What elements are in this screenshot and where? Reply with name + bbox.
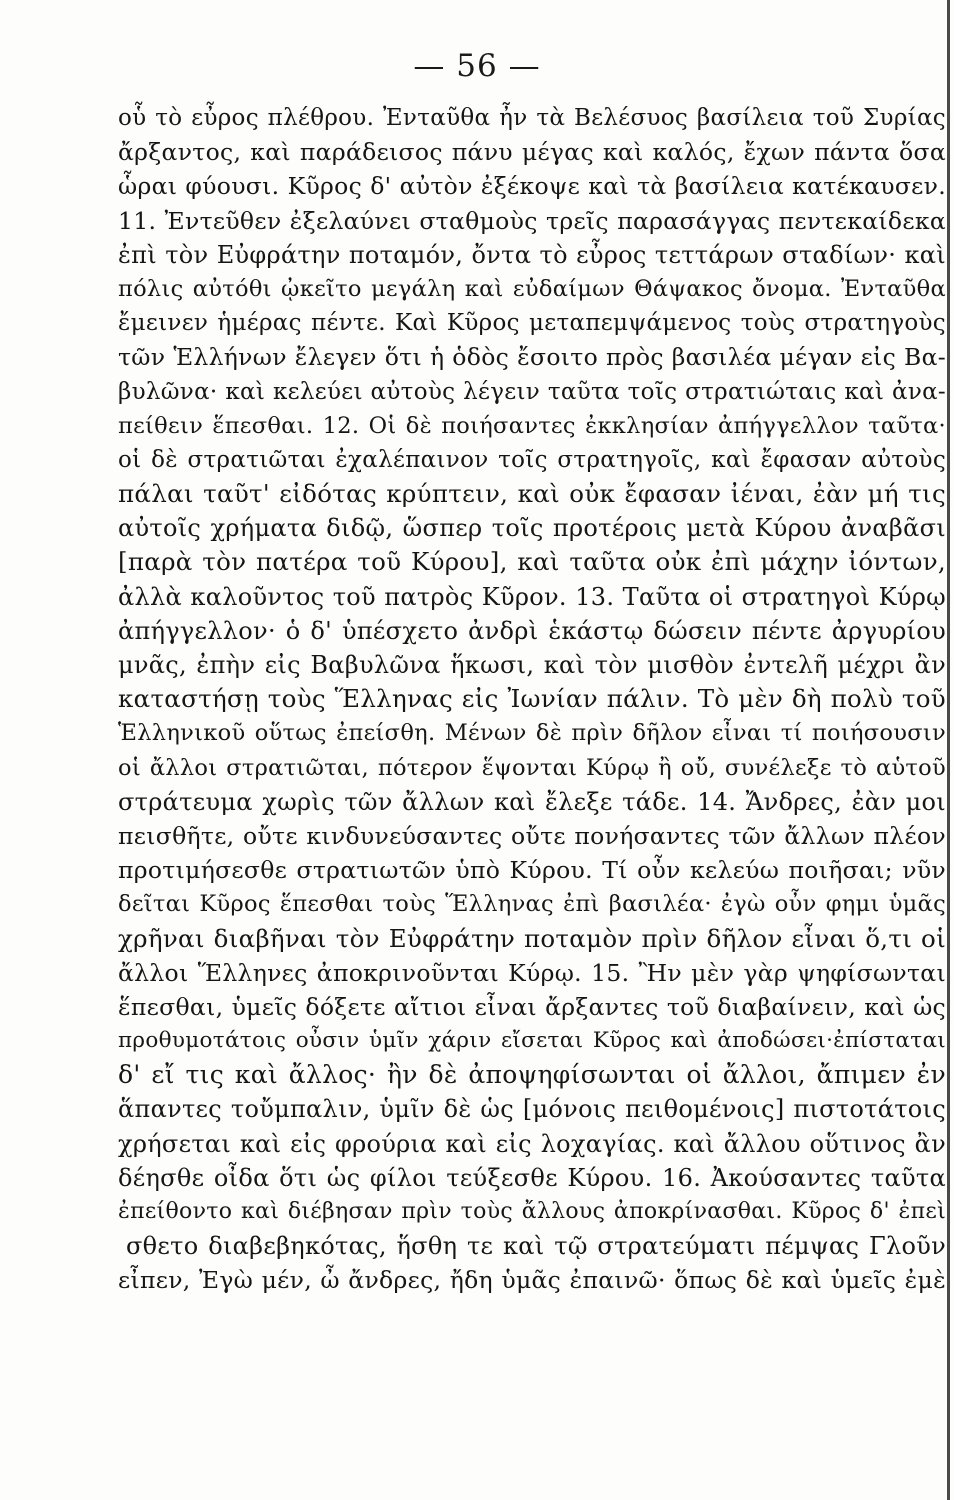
page-number: — 56 — [413,48,541,84]
text-line-8: τῶν Ἑλλήνων ἔλεγεν ὅτι ἡ ὁδὸς ἔσοιτο πρὸς βασιλέα μέγαν εἰς Βα- [118,343,946,372]
text-line-25: χρῆναι διαβῆναι τὸν Εὐφράτην ποταμὸν πρὶν δῆλον εἶναι ὅ,τι οἱ [118,923,946,953]
text-line-22: πεισθῆτε, οὔτε κινδυνεύσαντες οὔτε πονήσαντες τῶν ἄλλων πλέον [118,821,946,850]
text-line-20: οἱ ἄλλοι στρατιῶται, πότερον ἕψονται Κύρῳ ἢ οὔ, συνέλεξε τὸ αὑτοῦ [118,754,946,781]
page-edge-shadow [947,0,950,1500]
text-line-10: πείθειν ἕπεσθαι. 12. Οἱ δὲ ποιήσαντες ἐκκλησίαν ἀπήγγελλον ταῦτα· [118,412,946,439]
text-line-9: βυλῶνα· καὶ κελεύει αὐτοὺς λέγειν ταῦτα τοῖς στρατιώταις καὶ ἀνα- [118,378,946,405]
text-line-2: ἄρξαντος, καὶ παράδεισος πάνυ μέγας καὶ καλός, ἔχων πάντα ὅσα [118,138,946,167]
text-line-13: αὐτοῖς χρήματα διδῷ, ὥσπερ τοῖς προτέροις μετὰ Κύρου ἀναβᾶσι [118,514,946,543]
text-line-5: ἐπὶ τὸν Εὐφράτην ποταμόν, ὄντα τὸ εὖρος τεττάρων σταδίων· καὶ [118,240,946,269]
text-line-30: ἅπαντες τοὔμπαλιν, ὑμῖν δὲ ὡς [μόνοις πειθομένοις] πιστοτάτοις [118,1095,946,1124]
text-line-35: εἶπεν, Ἐγὼ μέν, ὦ ἄνδρες, ἤδη ὑμᾶς ἐπαινῶ· ὅπως δὲ καὶ ὑμεῖς ἐμὲ [118,1266,946,1295]
text-line-31: χρήσεται καὶ εἰς φρούρια καὶ εἰς λοχαγίας. καὶ ἄλλου οὕτινος ἂν [118,1129,946,1158]
text-line-28: προθυμοτάτοις οὖσιν ὑμῖν χάριν εἴσεται Κῦρος καὶ ἀποδώσει·ἐπίσταται [118,1028,946,1054]
text-line-14: [παρὰ τὸν πατέρα τοῦ Κύρου], καὶ ταῦτα οὐκ ἐπὶ μάχην ἰόντων, [118,547,946,577]
text-line-34: σθετο διαβεβηκότας, ἥσθη τε καὶ τῷ στρατεύματι πέμψας Γλοῦν [126,1232,946,1261]
text-line-18: καταστήσῃ τοὺς Ἕλληνας εἰς Ἰωνίαν πάλιν. Τὸ μὲν δὴ πολὺ τοῦ [118,684,946,714]
text-line-3: ὧραι φύουσι. Κῦρος δ' αὐτὸν ἐξέκοψε καὶ τὰ βασίλεια κατέκαυσεν. [118,172,946,201]
text-line-33: ἐπείθοντο καὶ διέβησαν πρὶν τοὺς ἄλλους ἀποκρίνασθαι. Κῦρος δ' ἐπεὶ [118,1199,946,1224]
text-line-15: ἀλλὰ καλοῦντος τοῦ πατρὸς Κῦρον. 13. Ταῦτα οἱ στρατηγοὶ Κύρῳ [118,582,946,611]
text-line-16: ἀπήγγελλον· ὁ δ' ὑπέσχετο ἀνδρὶ ἑκάστῳ δώσειν πέντε ἀργυρίου [118,616,946,645]
text-line-23: προτιμήσεσθε στρατιωτῶν ὑπὸ Κύρου. Τί οὖν κελεύω ποιῆσαι; νῦν [118,856,946,885]
text-line-24: δεῖται Κῦρος ἕπεσθαι τοὺς Ἕλληνας ἐπὶ βασιλέα· ἐγὼ οὖν φημι ὑμᾶς [118,891,946,918]
text-line-12: πάλαι ταῦτ' εἰδότας κρύπτειν, καὶ οὐκ ἔφασαν ἰέναι, ἐὰν μή τις [118,479,946,509]
text-line-4: 11. Ἐντεῦθεν ἐξελαύνει σταθμοὺς τρεῖς παρασάγγας πεντεκαίδεκα [118,206,946,235]
text-line-1: οὗ τὸ εὖρος πλέθρου. Ἐνταῦθα ἦν τὰ Βελέσυος βασίλεια τοῦ Συρίας [118,105,946,131]
text-line-21: στράτευμα χωρὶς τῶν ἄλλων καὶ ἔλεξε τάδε. 14. Ἄνδρες, ἐὰν μοι [118,787,946,816]
text-line-7: ἔμεινεν ἡμέρας πέντε. Καὶ Κῦρος μεταπεμψάμενος τοὺς στρατηγοὺς [118,310,946,337]
text-line-27: ἕπεσθαι, ὑμεῖς δόξετε αἴτιοι εἶναι ἄρξαντες τοῦ διαβαίνειν, καὶ ὡς [118,992,946,1021]
text-line-19: Ἑλληνικοῦ οὕτως ἐπείσθη. Μένων δὲ πρὶν δῆλον εἶναι τί ποιήσουσιν [118,720,946,747]
text-line-29: δ' εἴ τις καὶ ἄλλος· ἢν δὲ ἀποψηφίσωνται οἱ ἄλλοι, ἄπιμεν ἐν [118,1060,946,1090]
body-text [118,101,946,1298]
text-line-17: μνᾶς, ἐπὴν εἰς Βαβυλῶνα ἥκωσι, καὶ τὸν μισθὸν ἐντελῆ μέχρι ἂν [118,651,946,679]
text-line-11: οἱ δὲ στρατιῶται ἐχαλέπαινον τοῖς στρατηγοῖς, καὶ ἔφασαν αὐτοὺς [118,446,946,473]
text-line-6: πόλις αὐτόθι ᾠκεῖτο μεγάλη καὶ εὐδαίμων Θάψακος ὄνομα. Ἐνταῦθα [118,275,946,302]
text-line-32: δέησθε οἶδα ὅτι ὡς φίλοι τεύξεσθε Κύρου. 16. Ἀκούσαντες ταῦτα [118,1163,946,1192]
text-line-26: ἄλλοι Ἕλληνες ἀποκρινοῦνται Κύρῳ. 15. Ἢν μὲν γὰρ ψηφίσωνται [118,958,946,987]
